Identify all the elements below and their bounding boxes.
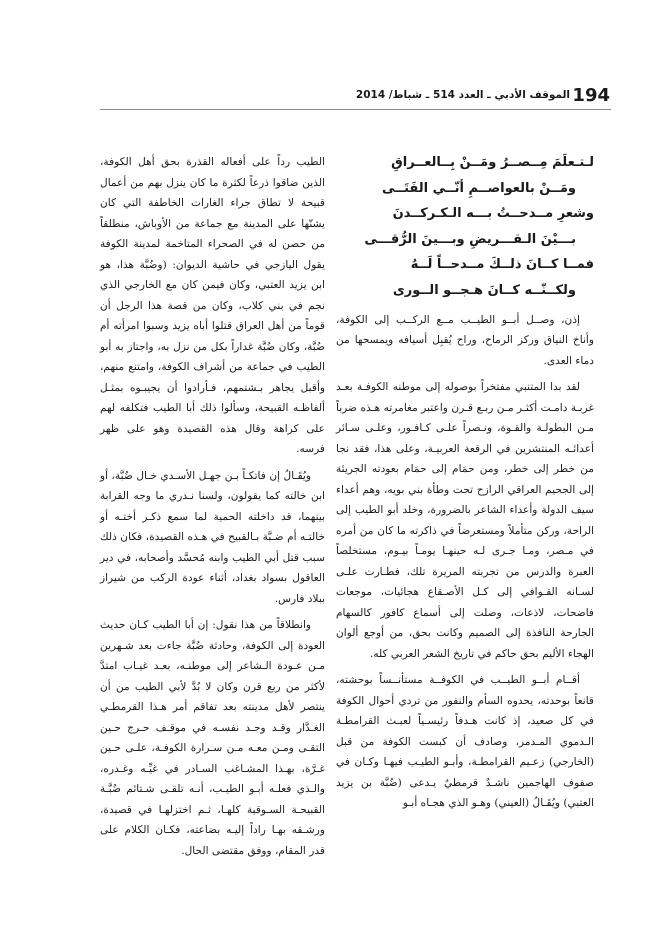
poem-block — [336, 150, 594, 304]
poem-verse: ومَــنْ بالعواصــمِ أنّــي الفَتَــى — [382, 180, 576, 196]
poem-verse: بـــيْنَ الـقـــريضِ وبـــينَ الرُّقـــى — [364, 231, 576, 247]
paragraph: وانطلاقاً من هذا نقول: إن أبا الطيب كـان حديث العودة إلى الكوفة، وحادثة ضُبَّة جاءت بعد شـهرين مـن عـودة الـشاعر إلى موطنـه، بعـد غيـاب امتدَّ لأكثر من ربع قرن وكان لا بُدَّ لأبي الطيب من أن ينتصر لأهل مدينته بعد تفاقم أمر هـذا القرمطـي الغـدَّار وقـد وجـد نفسـه في موقـف حـرج حـين التقـى ومـن معـه مـن سـرارة الكوفـة، علـى حـين غـرَّة، بهـذا المشـاغب السـادر في غيِّـه وغـدره، والـذي فعلـه أبـو الطيـب، أنـه تلقـى شـتائم ضُبَّـة القبيحـة السـوقية كلهـا، ثـم اختزلهـا في قصيدة، ورشـقه بهـا راداً إليـه بضاعته، فكـان الكلام على قدر المقام، ووفق مقتضى الحال. — [100, 619, 325, 857]
paragraph: إذن، وصــل أبــو الطيــب مــع الركــب إلى الكوفة، وأناخ النياق وركز الرماح، وراح يُقبِل أسيافه ويمسحها من دماء العدى. — [336, 313, 594, 367]
paragraph: لقد بدا المتنبي مفتخراً بوصوله إلى موطنه الكوفـة بعـد غربـة دامـت أكثـر مـن ربـع قـرن واعتبر مغامرته هـذه ضرباً مـن البطولـة والقـوة، ونـصراً علـى كـافـور، وعلـى سـائر أعدائـه المنتشرين في الرقعة العربيـة، وعلى هذا، فقد نجا من خطر إلى خطر، ومن حمَام إلى حمَام بعودته الجريئة إلى الجحيم العراقي الرازح تحت وطأة بني بويه، وهم أعداء سيف الدولة وأعداء الشاعر بالضرورة، وخلد أبو الطيب إلى الراحة، وركن متأملاً ومستعرضاً في ذاكرته ما كان من أمره في مـصر، ومـا جـرى لـه حينهـا يومـاً بيـوم، مستخلصاً العبرة والدرس من تجربته المريرة تلك، فطـارت علـى لسـانه القـوافي إلى كـل الأصـقاع هجائيات، موجعات فاضحات، لاذعات، وصلت إلى أسماع كافور كالسهام الجارحة النافذة إلى الصميم وكانت بحق، من أوجع ألوان الهجاء الأليم بحق حاكم في تاريخ الشعر العربي كله. — [336, 381, 594, 660]
paragraph: ويُقَـالُ إن فاتكـاً بـن جهـل الأسـدي خـال ضُبَّة، أو ابن خالته كما يقولون، ولسنا نـدري ما وجه القرابة بينهما، قد داخلته الحمية لما سمع ذكـر أختـه أو خالتـه أم ضـبَّة بـالقبيح في هـذه القصيدة، فكان ذلك سبب قتل أبي الطيب وابنه مُحسَّد وأصحابه، في دير العاقول بسواد بغداد، أثناء عودة الركب من شيراز ببلاد فارس. — [100, 469, 325, 605]
left-column — [100, 152, 325, 861]
page-number: 194 — [572, 85, 610, 106]
poem-verse: فمــا كــانَ ذلــكَ مــدحــاً لَــهُ — [410, 257, 594, 273]
poem-verse: وشعرِ مــدحــتُ بـــه الـكـركــدنَ — [392, 206, 594, 222]
paragraph: أقــام أبــو الطيــب في الكوفــة مستأنــساً بوحشته، قانعاً بوحدته، يحدوه السأم والنفور من تردي أحوال الكوفة في كل صعيد، إذ كانت هـدفاً رئيسـياً لعبـث القرامطـة الـدموي المـدمر، وصادف أن كبست الكوفة من قبل (الخارجي) زعـيم القرامطـة، وأبـو الطيـب فيهـا وكـان في صفوف الهاجمين ناشـدٌ قرمطيٌ يـدعى (ضُبَّة بن يزيد العتبي) ويُقَـالُ (العيني) وهـو الذي هجـاه أبـو — [336, 674, 594, 810]
paragraph: الطيب رداً على أفعاله القذرة بحق أهل الكوفة، الذين ضاقوا ذرعاً لكثرة ما كان ينزل بهم من أعمال قبيحة لا تطاق جراء الغارات الخاطفة التي كان يشنّها على المدينة مع جماعة من الأوباش، منطلقاً من حصن له في الصحراء المتاخمة لمدينة الكوفة يقول اليازجي في حاشية الديوان: (وضُبَّة هذا، هو ابن يزيد العتبي، وكان فيمن كان مع الخارجي الذي نجم في بني كلاب، وكان من قصة هذا الرجل أن قوماً من أهل العراق قتلوا أباه يزيد وسبوا امرأته أم ضُبَّة، وكان ضُبَّة غداراً بكل من نزل به، واجتاز به أبو الطيب في جماعة من أشراف الكوفة، وامتنع منهم، وأقبل يجاهر بـشتمهم، فـأرادوا أن يجيبـوه بمثـل ألفاظـه القبيحة، وسألوا ذلك أبا الطيب فتكلفه لهم على كراهة وقال هذه القصيدة وهو على ظهر فرسه. — [100, 156, 325, 455]
page-header — [355, 85, 610, 108]
poem-verse: ولكــنّــه كــانَ هـجــو الــورى — [392, 282, 576, 298]
right-column — [336, 150, 594, 814]
running-head: الموقف الأدبي ـ العدد 514 ـ شباط/ 2014 — [355, 89, 570, 101]
poem-verse: لـتـعلَمَ مِــصــرُ ومَــنْ بِــالعــراقِ — [391, 155, 594, 170]
header-rule — [100, 109, 611, 110]
